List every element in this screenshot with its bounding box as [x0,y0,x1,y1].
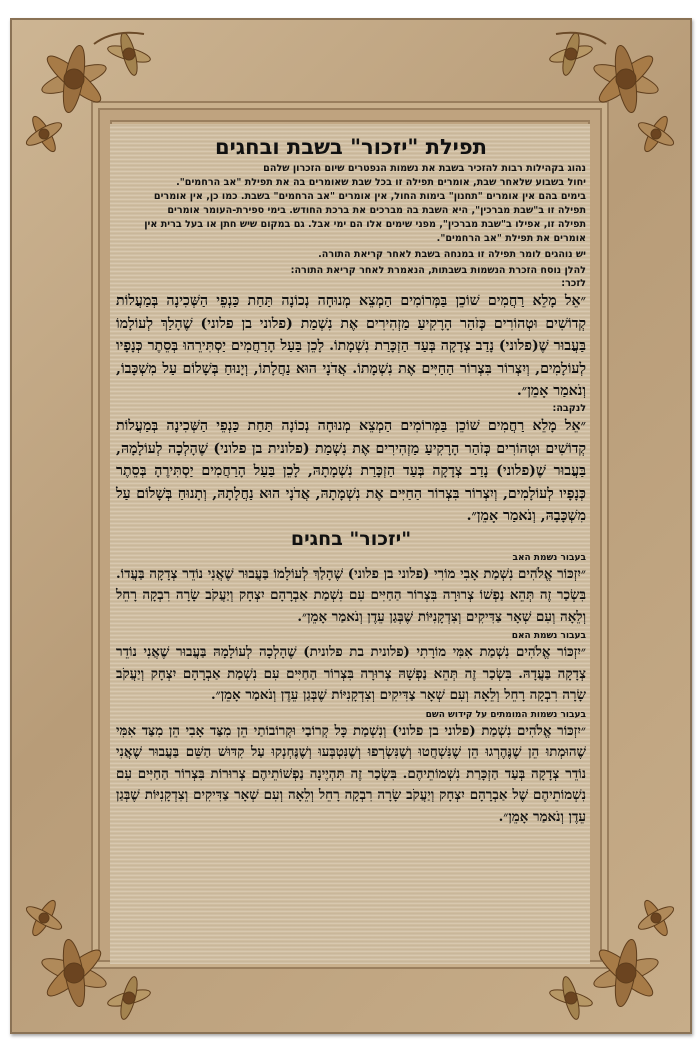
formula-heading-note: להלן נוסח הזכרת הנשמות בשבתות, הנאמרת לאחר קריאת התורה: [290,265,586,276]
holidays-subtitle: "יזכור" בחגים [290,527,412,550]
mother-prayer-text: ״יִזְכּוֹר אֱלֹהִים נִשְׁמַת אִמִּי מוֹרָתִי (פלונית בת פלונית) שֶׁהָלְכָה לְעוֹלָמָהּ בַּעֲבוּר שֶׁאֲנִי נוֹדֵר צְדָקָה בַּעֲדָהּ. בִּשְׂכַר זֶה תְּהֵא נַפְשָׁהּ צְרוּרָה בִּצְרוֹר הַחַיִּים עִם נִשְׁמַת אַבְרָהָם יִצְחָק וְיַעֲקֹב שָׂרָה רִבְקָה רָחֵל וְלֵאָה וְעִם שְׁאָר צַדִּיקִים וְצִדְקָנִיּוֹת שֶׁבְּגַן עֵדֶן וְנֹאמַר אָמֵן״. [116,644,586,704]
intro-paragraph [116,162,586,246]
intro-line: אומרים את תפילת "אב הרחמים". [436,233,586,244]
prayer-document [116,133,586,951]
martyrs-label: בעבור נשמות המומתים על קידוש השם [425,709,586,720]
male-label: לזכר: [561,278,586,289]
female-prayer-text: ״אֵל מָלֵא רַחֲמִים שׁוֹכֵן בַּמְּרוֹמִים הַמְצֵא מְנוּחָה נְכוֹנָה תַּחַת כַּנְפֵי הַשְּׁכִינָה בְּמַעֲלוֹת קְדוֹשִׁים וּטְהוֹרִים כְּזֹהַר הָרָקִיעַ מַזְהִירִים אֶת נִשְׁמַת (פלונית בן פלוני) שֶׁהָלְכָה לְעוֹלָמָהּ, בַּעֲבוּר שֶׁ(פלוני) נָדַב צְדָקָה בְּעַד הַזְכָּרַת נִשְׁמָתָהּ, לָכֵן בַּעַל הָרַחֲמִים יַסְתִּירֶהָ בְּסֵתֶר כְּנָפָיו לְעוֹלָמִים, וְיִצְרוֹר בִּצְרוֹר הַחַיִּים אֶת נִשְׁמָתָהּ, אֲדֹנָי הוּא נַחֲלָתָהּ, וְתָנוּחַ בְּשָׁלוֹם עַל מִשְׁכָּבָהּ, וְנֹאמַר אָמֵן״. [116,417,586,525]
intro-line: תפילה זו, אפילו ב"שבת מברכין", מפני שימים אלו הם ימי אבל. גם במקום שיש חתן או בעל ברית אין [144,219,586,230]
intro-line: נהוג בקהילות רבות להזכיר בשבת את נשמות הנפטרים שיום הזכרון שלהם [263,163,586,174]
martyrs-prayer-text: ״יִזְכּוֹר אֱלֹהִים נִשְׁמַת (פלוני בן פלוני) וְנִשְׁמַת כָּל קְרוֹבַי וּקְרוֹבוֹתַי הֵן מִצַּד אָבִי הֵן מִצַּד אִמִּי שֶׁהוּמְתוּ הֵן שֶׁנֶּהֶרְגוּ הֵן שֶׁנִּשְׁחֲטוּ וְשֶׁנִּשְׂרְפוּ וְשֶׁנִּטְבְּעוּ וְשֶׁנֶּחְנְקוּ עַל קִדּוּשׁ הַשֵּׁם בַּעֲבוּר שֶׁאֲנִי נוֹדֵר צְדָקָה בְּעַד הַזְכָּרַת נִשְׁמוֹתֵיהֶם. בִּשְׂכַר זֶה תִּהְיֶינָה נַפְשׁוֹתֵיהֶם צְרוּרוֹת בִּצְרוֹר הַחַיִּים עִם נִשְׁמוֹתֵיהֶם שֶׁל אַבְרָהָם יִצְחָק וְיַעֲקֹב שָׂרָה רִבְקָה רָחֵל וְלֵאָה וְעִם שְׁאָר צַדִּיקִים וְצִדְקָנִיּוֹת שֶׁבְּגַן עֵדֶן וְנֹאמַר אָמֵן״. [116,722,586,825]
father-label: בעבור נשמת האב [512,552,586,563]
female-label: לנקבה: [552,402,586,414]
intro-line: יחול בשבוע שלאחר שבת, אומרים תפילה זו בכל שבת שאומרים בה את תפילת "אב הרחמים". [176,177,586,188]
intro-line: בימים בהם אין אומרים "תחנון" בימות החול, אין אומרים "אב הרחמים" בשבת. כמו כן, אין אומרים [153,191,586,202]
mother-label: בעבור נשמת האם [511,631,586,642]
male-prayer-text: ״אֵל מָלֵא רַחֲמִים שׁוֹכֵן בַּמְּרוֹמִים הַמְצֵא מְנוּחָה נְכוֹנָה תַּחַת כַּנְפֵי הַשְּׁכִינָה בְּמַעֲלוֹת קְדוֹשִׁים וּטְהוֹרִים כְּזֹהַר הָרָקִיעַ מַזְהִירִים אֶת נִשְׁמַת (פלוני בן פלוני) שֶׁהָלַךְ לְעוֹלָמוֹ בַּעֲבוּר שֶׁ(פלוני) נָדַב צְדָקָה בְּעַד הַזְכָּרַת נִשְׁמָתוֹ. לָכֵן בַּעַל הָרַחֲמִים יַסְתִּירֵהוּ בְּסֵתֶר כְּנָפָיו לְעוֹלָמִים, וְיִצְרוֹר בִּצְרוֹר הַחַיִּים אֶת נִשְׁמָתוֹ. אֲדֹנָי הוּא נַחֲלָתוֹ, וְיָנוּחַ בְּשָׁלוֹם עַל מִשְׁכָּבוֹ, וְנֹאמַר אָמֵן״. [116,293,586,400]
father-prayer-text: ״יִזְכּוֹר אֱלֹהִים נִשְׁמַת אָבִי מוֹרִי (פלוני בן פלוני) שֶׁהָלַךְ לְעוֹלָמוֹ בַּעֲבוּר שֶׁאֲנִי נוֹדֵר צְדָקָה בַּעֲדוֹ. בִּשְׂכַר זֶה תְּהֵא נַפְשׁוֹ צְרוּרָה בִּצְרוֹר הַחַיִּים עִם נִשְׁמַת אַבְרָהָם יִצְחָק וְיַעֲקֹב שָׂרָה רִבְקָה רָחֵל וְלֵאָה וְעִם שְׁאָר צַדִּיקִים וְצִדְקָנִיּוֹת שֶׁבְּגַן עֵדֶן וְנֹאמַר אָמֵן״. [116,565,586,625]
page-title: תפילת "יזכור" בשבת ובחגים [214,135,488,159]
intro-line: תפילה זו ב"שבת מברכין", היא השבת בה מברכים את ברכת החודש. בימי ספירת-העומר אומרים [167,205,586,216]
custom-note: יש נוהגים לומר תפילה זו במנחה בשבת לאחר קריאת התורה. [318,249,586,260]
